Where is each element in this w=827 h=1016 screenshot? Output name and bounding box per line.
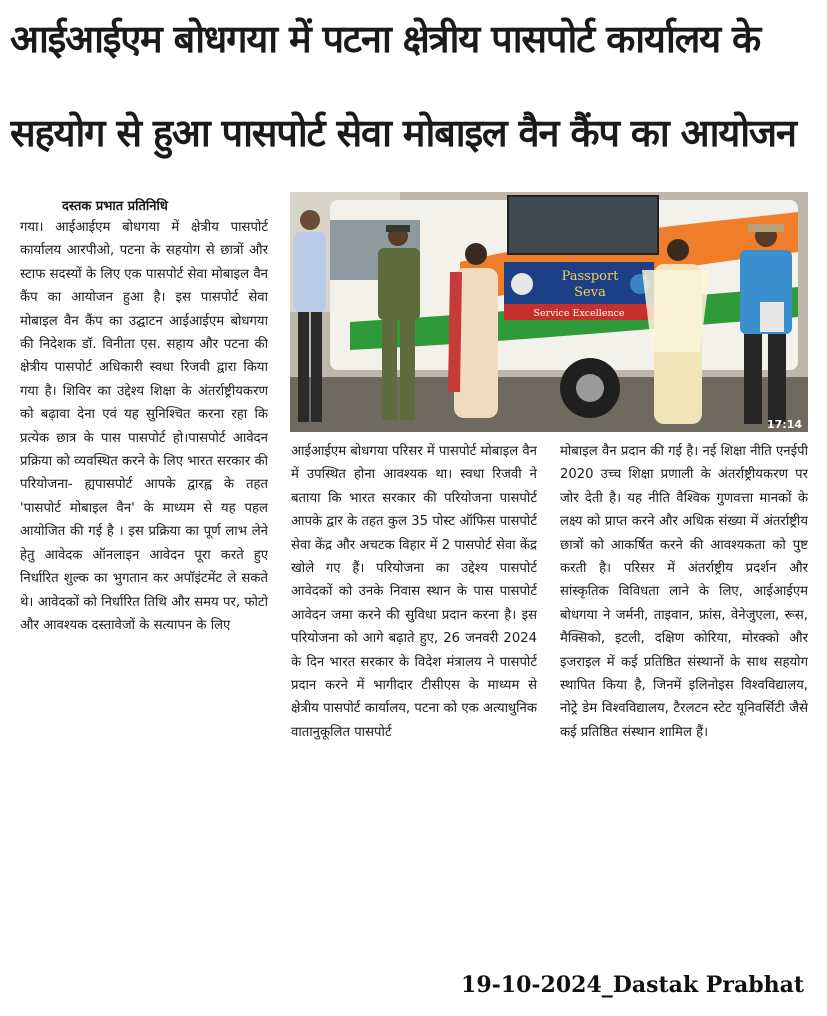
byline: दस्तक प्रभात प्रतिनिधि xyxy=(62,199,168,214)
photo-timestamp: 17:14 xyxy=(766,418,802,431)
article-text-col-1: गया। आईआईएम बोधगया में क्षेत्रीय पासपोर्ट कार्यालय आरपीओ, पटना के सहयोग से छात्रों और स्टाफ सदस्यों के लिए एक पासपोर्ट सेवा मोबाइल वैन कैंप का आयोजन हुआ है। इस पासपोर्ट सेवा मोबाइल वैन कैंप का उद्घाटन आईआईएम बोधगया की निदेशक डॉ. विनीता एस. सहाय और पटना की क्षेत्रीय पासपोर्ट अधिकारी स्वधा रिजवी द्वारा किया गया है। शिविर का उद्देश्य शिक्षा के अंतर्राष्ट्रीयकरण को बढ़ावा देना एवं यह सुनिश्चित करना रहा कि प्रत्येक छात्र के पास पासपोर्ट हो।पासपोर्ट आवेदन प्रक्रिया को व्यवस्थित करने के लिए भारत सरकार की परियोजना- ह्यपासपोर्ट आपके द्वारह्व के तहत 'पासपोर्ट मोबाइल वैन' के माध्यम से यह पहल आयोजित की गई है । इस प्रक्रिया का पूर्ण लाभ लेने हेतु आवेदक ऑनलाइन आवेदन पूरा करते हुए निर्धारित शुल्क का भुगतान कर अपॉइंटमेंट ले सकते थे। आवेदकों को निर्धारित तिथि और समय पर, फोटो और आवश्यक दस्तावेजों के सत्यापन के लिए xyxy=(20,220,268,633)
article-text-col-2: आईआईएम बोधगया परिसर में पासपोर्ट मोबाइल वैन में उपस्थित होना आवश्यक था। स्वधा रिजवी ने बताया कि भारत सरकार की परियोजना पासपोर्ट आपके द्वार के तहत कुल 35 पोस्ट ऑफिस पासपोर्ट सेवा केंद्र और अचटक विहार में 2 पासपोर्ट सेवा केंद्र खोले गए हैं। परियोजना का उद्देश्य पासपोर्ट आवेदकों को उनके निवास स्थान के पास पासपोर्ट आवेदन जमा करने की सुविधा प्रदान करना है। इस परियोजना को आगे बढ़ाते हुए, 26 जनवरी 2024 के दिन भारत सरकार के विदेश मंत्रालय ने पासपोर्ट प्रदान करने में भागीदार टीसीएस के माध्यम से क्षेत्रीय पासपोर्ट कार्यालय, पटना को एक अत्याधुनिक वातानुकूलित पासपोर्ट xyxy=(291,444,537,740)
article-column-3 xyxy=(560,440,808,960)
van-sign-line-1: Passport xyxy=(561,269,619,284)
dateline: 19-10-2024_Dastak Prabhat xyxy=(461,972,804,998)
article-text-col-3: मोबाइल वैन प्रदान की गई है। नई शिक्षा नीति एनईपी 2020 उच्च शिक्षा प्रणाली के अंतर्राष्ट्रीयकरण पर जोर देती है। यह नीति वैश्विक गुणवत्ता मानकों के लक्ष्य को प्राप्त करने और अधिक संख्या में अंतर्राष्ट्रीय छात्रों को आकर्षित करने की आवश्यकता को पुष्ट करती है। परिसर में अंतर्राष्ट्रीय प्रदर्शन और सांस्कृतिक विविधता लाने के लिए, आईआईएम बोधगया ने जर्मनी, ताइवान, फ्रांस, वेनेजुएला, रूस, मैक्सिको, इटली, दक्षिण कोरिया, मोरक्को और इजराइल में कई प्रतिष्ठित संस्थानों के साथ सहयोग स्थापित किया है, जिनमें इलिनोइस विश्वविद्यालय, नोट्रे डेम विश्वविद्यालय, टैरलटन स्टेट यूनिवर्सिटी जैसे कई प्रतिष्ठित संस्थान शामिल हैं। xyxy=(560,444,808,740)
article-column-1 xyxy=(20,216,268,960)
headline-line-2: सहयोग से हुआ पासपोर्ट सेवा मोबाइल वैन कैंप का आयोजन xyxy=(10,111,796,155)
van-sign-line-2: Seva xyxy=(574,285,606,300)
article-column-2 xyxy=(291,440,537,960)
headline-line-1: आईआईएम बोधगया में पटना क्षेत्रीय पासपोर्ट कार्यालय के xyxy=(10,17,761,61)
van-sign-tagline: Service Excellence xyxy=(533,308,625,319)
news-photo xyxy=(290,192,808,432)
